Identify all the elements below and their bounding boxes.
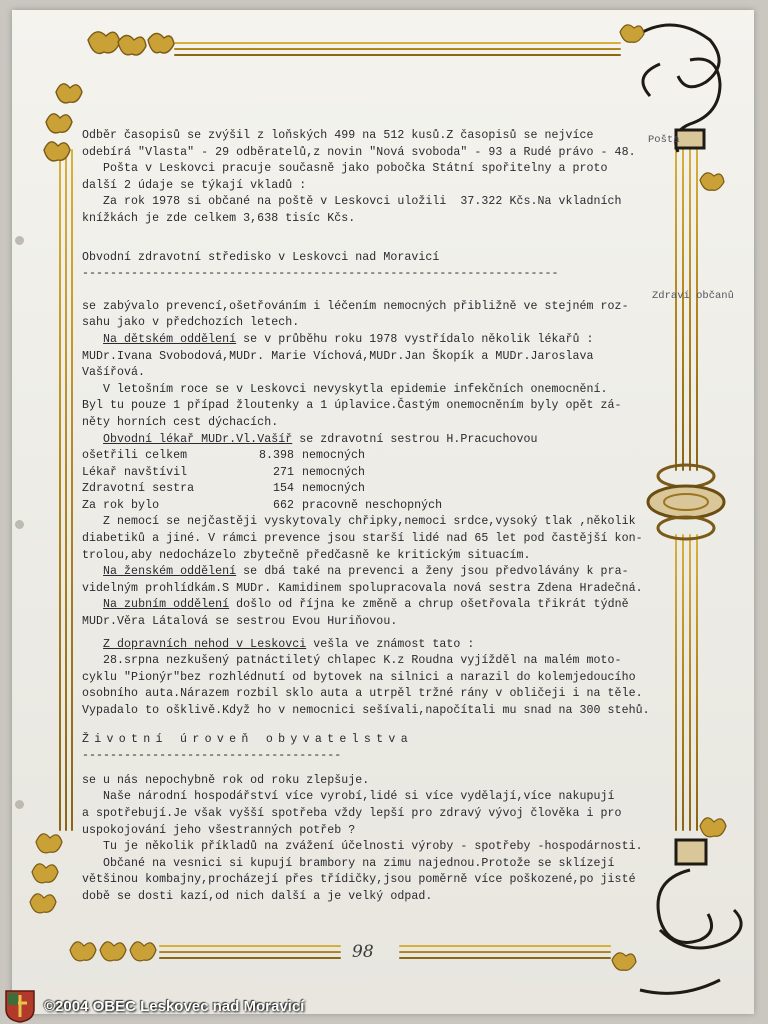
stat-label: Lékař navštívil xyxy=(82,465,188,479)
scroll-ornament-bottom-right xyxy=(640,840,741,993)
stat-label: Zdravotní sestra xyxy=(82,482,195,496)
stat-unit: pracovně neschopných xyxy=(302,498,443,512)
text-line: odebírá "Vlasta" - 29 odběratelů,z novin "Nová svoboda" - 93 a Rudé právo - 48. xyxy=(82,145,636,159)
text-line: 28.srpna nezkušený patnáctiletý chlapec K.z Roudna vyjížděl na malém moto- xyxy=(82,654,622,668)
section-rule: ------------------------------------- xyxy=(82,749,342,763)
stat-unit: nemocných xyxy=(302,449,366,463)
text-line: většinou kombajny,procházejí přes třídičky,jsou poměrně více poškozené,po jisté xyxy=(82,873,636,887)
text-line: Občané na vesnici si kupují brambory na zimu najednou.Protože se sklízejí xyxy=(82,856,615,870)
text-line: Byl tu pouze 1 případ žloutenky a 1 úplavice.Častým onemocněním byly opět zá- xyxy=(82,399,622,413)
text-line: diabetiků a jiné. V rámci prevence jsou starší lidé nad 65 let pod častější kon- xyxy=(82,532,643,546)
text-line: Na dětském oddělení se v průběhu roku 1978 vystřídalo několik lékařů : xyxy=(103,332,594,346)
text-line: Na ženském oddělení se dbá také na prevenci a ženy jsou předvolávány k pra- xyxy=(103,565,629,579)
stat-value: 154 xyxy=(272,482,294,496)
accidents-label: Z dopravních nehod v Leskovci xyxy=(103,637,307,651)
text-line: Naše národní hospodářství více vyrobí,lidé si více vydělají,více nakupují xyxy=(82,790,615,804)
text-line: Tu je několik příkladů na zvážení účelnosti výroby - spotřeby -hospodárnosti. xyxy=(82,840,643,854)
text-line: V letošním roce se v Leskovci nevyskytla epidemie infekčních onemocnění. xyxy=(82,382,608,396)
text-line: MUDr.Ivana Svobodová,MUDr. Marie Víchová,MUDr.Jan Škopík a MUDr.Jaroslava xyxy=(82,349,594,363)
footer-bar xyxy=(0,988,768,1024)
text-line: cyklu "Pionýr"bez rozhlédnutí od bytovek na silnici a narazil do kolemjedoucího xyxy=(82,670,636,684)
text-line: Za rok 1978 si občané na poště v Leskovci uložili 37.322 Kčs.Na vkladních xyxy=(82,195,622,209)
stat-unit: nemocných xyxy=(302,465,366,479)
text-line: videlným prohlídkám.S MUDr. Kamidinem spolupracovala nová sestra Zdena Hradečná. xyxy=(82,581,643,595)
copyright-text: ©2004 OBEC Leskovec nad Moravicí xyxy=(44,997,305,1015)
stat-value: 271 xyxy=(272,465,294,479)
stat-value: 8.398 xyxy=(258,449,294,463)
health-stats-table xyxy=(82,448,642,514)
pillar-knot-ornament xyxy=(648,465,724,539)
text-line: Pošta v Leskovci pracuje současně jako pobočka Státní spořitelny a proto xyxy=(82,162,608,176)
scroll-ornament-top-right xyxy=(630,25,720,152)
childrens-dept-label: Na dětském oddělení xyxy=(103,332,237,346)
text-line: Z dopravních nehod v Leskovci vešla ve známost tato : xyxy=(103,637,475,651)
text-line: MUDr.Věra Látalová se sestrou Evou Huriňovou. xyxy=(82,615,398,629)
typewritten-text xyxy=(82,128,650,906)
section-title-health: Obvodní zdravotní středisko v Leskovci nad Moravicí xyxy=(82,250,440,264)
text-line: Obvodní lékař MUDr.Vl.Vašíř se zdravotní sestrou H.Pracuchovou xyxy=(103,432,538,446)
text-line: sahu jako v předchozích letech. xyxy=(82,316,300,330)
text-line: trolou,aby nedocházelo zbytečně předčasně ke kritickým situacím. xyxy=(82,548,531,562)
section-rule: -------------------------------------------------------------------- xyxy=(82,267,559,281)
text-line: Vašířová. xyxy=(82,366,146,380)
stat-label: ošetřili celkem xyxy=(82,449,188,463)
stat-label: Za rok bylo xyxy=(82,498,160,512)
margin-note-post: Pošta xyxy=(648,134,680,146)
municipal-crest-icon xyxy=(4,989,36,1023)
womens-dept-label: Na ženském oddělení xyxy=(103,565,237,579)
text-line: se zabývalo prevencí,ošetřováním i léčením nemocných přibližně ve stejném roz- xyxy=(82,299,629,313)
text-line: něty horních cest dýchacích. xyxy=(82,415,279,429)
text-line: knížkách je zde celkem 3,638 tisíc Kčs. xyxy=(82,211,356,225)
section-title-living: Životní úroveň obyvatelstva xyxy=(82,732,413,746)
text-line: se u nás nepochybně rok od roku zlepšuje. xyxy=(82,773,370,787)
text-line: Odběr časopisů se zvýšil z loňských 499 na 512 kusů.Z časopisů se nejvíce xyxy=(82,129,594,142)
text-line: uspokojování jeho všestranných potřeb ? xyxy=(82,823,356,837)
stat-value: 662 xyxy=(272,498,294,512)
stat-unit: nemocných xyxy=(302,482,366,496)
text-line: Z nemocí se nejčastěji vyskytovaly chřipky,nemoci srdce,vysoký tlak ,několik xyxy=(82,515,636,529)
page-number: 98 xyxy=(352,942,374,962)
text-line: době se dosti kazí,od nich další a je velký odpad. xyxy=(82,889,433,903)
text-line: a spotřebují.Je však vyšší spotřeba vždy lepší pro zdravý vývoj člověka i pro xyxy=(82,806,622,820)
margin-note-health: Zdraví občanů xyxy=(652,290,734,302)
text-line: osobního auta.Nárazem rozbil sklo auta a utrpěl tržné rány v obličeji i na těle. xyxy=(82,687,643,701)
dental-dept-label: Na zubním oddělení xyxy=(103,598,230,612)
text-line: další 2 údaje se týkají vkladů : xyxy=(82,178,307,192)
text-line: Na zubním oddělení došlo od října ke změně a chrup ošetřovala třikrát týdně xyxy=(103,598,629,612)
district-doctor-label: Obvodní lékař MUDr.Vl.Vašíř xyxy=(103,432,293,446)
text-line: Vypadalo to ošklivě.Když ho v nemocnici sešívali,napočítali mu snad na 300 stehů. xyxy=(82,704,650,717)
